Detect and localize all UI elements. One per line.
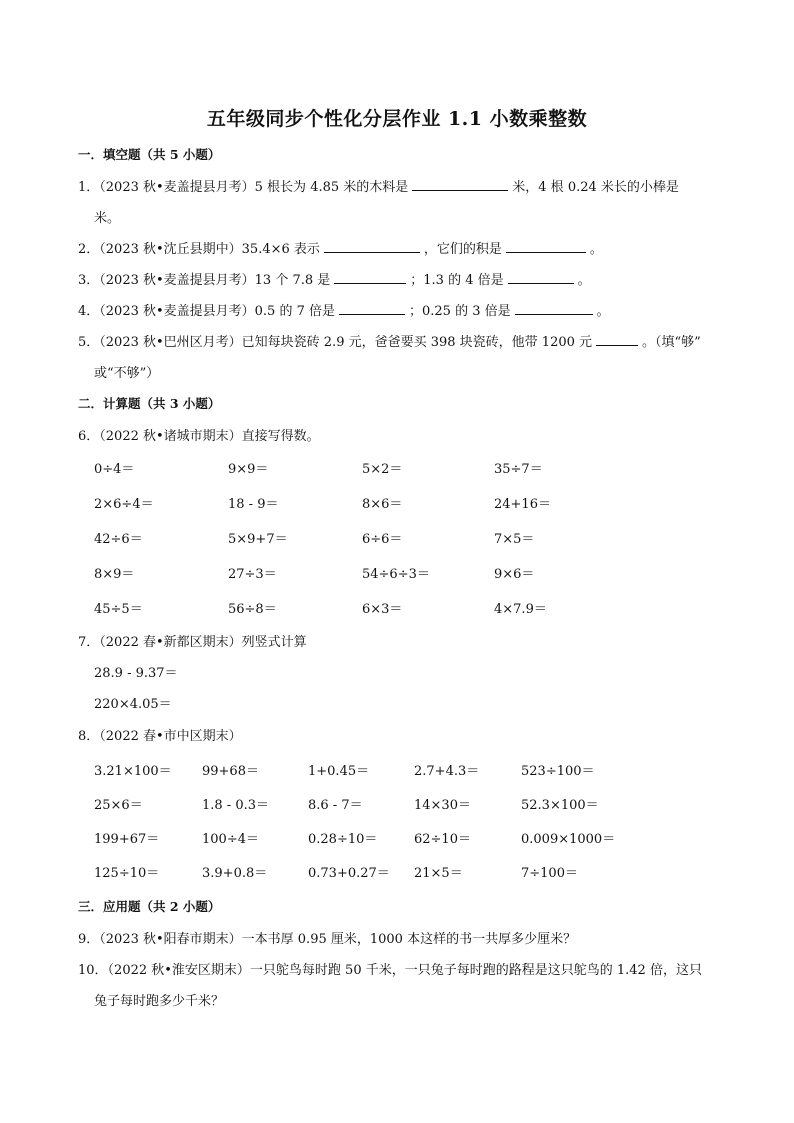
section-heading-application: 三．应用题（共 2 小题）	[78, 899, 221, 914]
q8-problem-r2-c1: 25×6＝	[94, 798, 143, 813]
q8-problem-r2-c3: 8.6 - 7＝	[308, 798, 363, 813]
question-3-text-c: 。	[577, 273, 591, 288]
q8-problem-r4-c5: 7÷100＝	[521, 866, 578, 881]
q8-problem-r2-c4: 14×30＝	[414, 798, 471, 813]
question-6-head: 6．（2022 秋•诸城市期末）直接写得数。	[78, 429, 320, 444]
answer-blank	[508, 271, 574, 284]
question-7-item-2: 220×4.05＝	[94, 697, 172, 712]
page-title: 五年级同步个性化分层作业 1.1 小数乘整数	[206, 108, 588, 130]
q6-problem-r3-c1: 42÷6＝	[94, 532, 143, 547]
answer-blank	[334, 271, 406, 284]
q6-problem-r5-c2: 56÷8＝	[228, 602, 277, 617]
question-2	[78, 238, 603, 257]
q6-problem-r4-c1: 8×9＝	[94, 567, 135, 582]
question-3	[78, 269, 591, 288]
answer-blank	[324, 240, 420, 253]
q6-problem-r3-c3: 6÷6＝	[362, 532, 403, 547]
question-8-head: 8．（2022 春•市中区期末）	[78, 729, 242, 744]
q8-problem-r1-c1: 3.21×100＝	[94, 764, 172, 779]
q8-problem-r3-c3: 0.28÷10＝	[308, 832, 378, 847]
q6-problem-r5-c1: 45÷5＝	[94, 602, 143, 617]
question-3-text-b: ；1.3 的 4 倍是	[410, 273, 504, 288]
q8-problem-r3-c1: 199+67＝	[94, 832, 160, 847]
answer-blank	[506, 240, 586, 253]
q6-problem-r4-c3: 54÷6÷3＝	[362, 567, 430, 582]
q6-problem-r2-c1: 2×6÷4＝	[94, 497, 154, 512]
question-5-cont: 或“不够”）	[94, 366, 160, 381]
q8-problem-r4-c4: 21×5＝	[414, 866, 463, 881]
q8-problem-r2-c2: 1.8 - 0.3＝	[202, 798, 270, 813]
question-10-cont: 兔子每时跑多少千米？	[94, 994, 225, 1009]
q6-problem-r2-c2: 18 - 9＝	[228, 497, 279, 512]
question-4-text-a: 4．（2023 秋•麦盖提县月考）0.5 的 7 倍是	[78, 304, 335, 319]
answer-blank	[515, 302, 593, 315]
q8-problem-r3-c2: 100÷4＝	[202, 832, 259, 847]
question-9: 9．（2023 秋•阳春市期末）一本书厚 0.95 厘米，1000 本这样的书一共厚多少厘米？	[78, 932, 577, 947]
question-4-text-c: 。	[596, 304, 610, 319]
answer-blank	[412, 178, 508, 191]
question-1-cont: 米。	[94, 211, 121, 226]
q8-problem-r4-c3: 0.73+0.27＝	[308, 866, 390, 881]
question-10: 10．（2022 秋•淮安区期末）一只鸵鸟每时跑 50 千米，一只兔子每时跑的路程是这只鸵鸟的 1.42 倍，这只	[78, 963, 702, 978]
q8-problem-r1-c2: 99+68＝	[202, 764, 259, 779]
question-3-text-a: 3．（2023 秋•麦盖提县月考）13 个 7.8 是	[78, 273, 331, 288]
q8-problem-r2-c5: 52.3×100＝	[521, 798, 599, 813]
q6-problem-r1-c3: 5×2＝	[362, 462, 403, 477]
question-2-text-c: 。	[589, 242, 603, 257]
question-5-text-a: 5．（2023 秋•巴州区月考）已知每块瓷砖 2.9 元，爸爸要买 398 块瓷砖，他带 1200 元	[78, 335, 593, 350]
question-2-text-a: 2．（2023 秋•沈丘县期中）35.4×6 表示	[78, 242, 320, 257]
question-7-head: 7．（2022 春•新都区期末）列竖式计算	[78, 635, 307, 650]
q8-problem-r4-c2: 3.9+0.8＝	[202, 866, 268, 881]
q8-problem-r4-c1: 125÷10＝	[94, 866, 160, 881]
question-2-text-b: ，它们的积是	[423, 242, 502, 257]
q6-problem-r1-c2: 9×9＝	[228, 462, 269, 477]
q6-problem-r2-c4: 24+16＝	[494, 497, 551, 512]
question-7-item-1: 28.9 - 9.37＝	[94, 666, 178, 681]
question-1-text-a: 1．（2023 秋•麦盖提县月考）5 根长为 4.85 米的木料是	[78, 180, 409, 195]
answer-blank	[339, 302, 405, 315]
q6-problem-r3-c2: 5×9+7＝	[228, 532, 288, 547]
q6-problem-r2-c3: 8×6＝	[362, 497, 403, 512]
question-5	[78, 331, 701, 350]
q8-problem-r1-c3: 1+0.45＝	[308, 764, 370, 779]
question-4-text-b: ；0.25 的 3 倍是	[409, 304, 511, 319]
q8-problem-r1-c4: 2.7+4.3＝	[414, 764, 480, 779]
question-5-text-b: 。（填“够”	[642, 335, 701, 350]
q6-problem-r5-c4: 4×7.9＝	[494, 602, 547, 617]
answer-blank	[596, 333, 638, 346]
q6-problem-r4-c2: 27÷3＝	[228, 567, 277, 582]
q8-problem-r3-c5: 0.009×1000＝	[521, 832, 616, 847]
q6-problem-r5-c3: 6×3＝	[362, 602, 403, 617]
question-1	[78, 176, 679, 195]
q8-problem-r1-c5: 523÷100＝	[521, 764, 595, 779]
q6-problem-r4-c4: 9×6＝	[494, 567, 535, 582]
section-heading-calculation: 二．计算题（共 3 小题）	[78, 396, 221, 411]
q8-problem-r3-c4: 62÷10＝	[414, 832, 471, 847]
section-heading-fill-in: 一．填空题（共 5 小题）	[78, 147, 221, 162]
q6-problem-r1-c4: 35÷7＝	[494, 462, 543, 477]
q6-problem-r3-c4: 7×5＝	[494, 532, 535, 547]
question-1-text-b: 米，4 根 0.24 米长的小棒是	[512, 180, 679, 195]
q6-problem-r1-c1: 0÷4＝	[94, 462, 135, 477]
question-4	[78, 300, 610, 319]
